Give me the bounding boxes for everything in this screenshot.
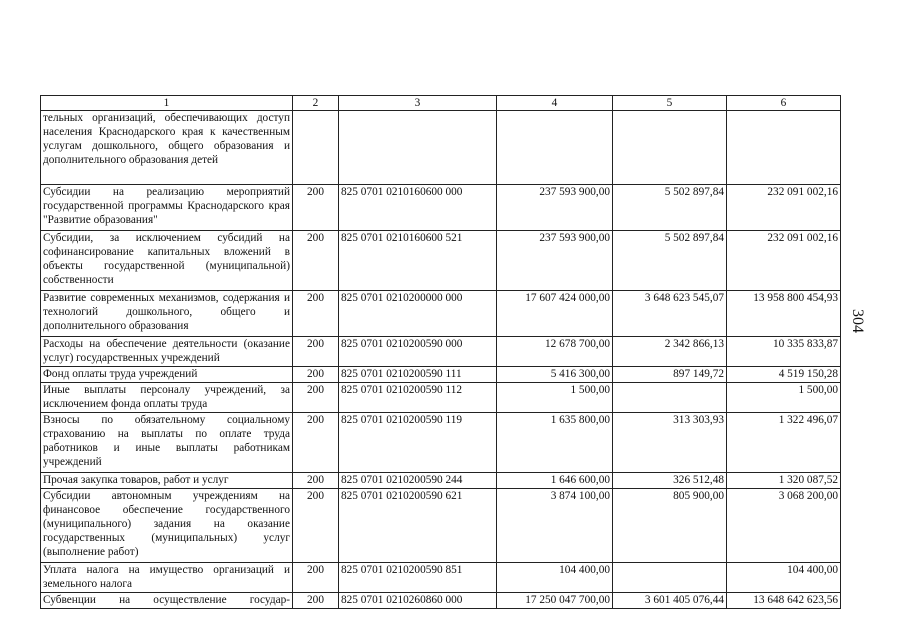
- budget-table: [40, 95, 841, 609]
- row-budget-classification: [339, 111, 497, 185]
- row-budget-classification: 825 0701 0210200590 000: [339, 337, 497, 367]
- row-planned-amount: 1 646 600,00: [497, 473, 613, 489]
- row-remaining-amount: 10 335 833,87: [727, 337, 841, 367]
- column-header-4: 4: [497, 96, 613, 111]
- row-name: Прочая закупка товаров, работ и услуг: [41, 473, 293, 489]
- row-name: Развитие современных механизмов, содержания и технологий дошкольного, общего и дополнительного образования: [41, 291, 293, 337]
- row-budget-classification: 825 0701 0210200000 000: [339, 291, 497, 337]
- row-executed-amount: [613, 563, 727, 593]
- row-executed-amount: 326 512,48: [613, 473, 727, 489]
- table-row: [41, 593, 841, 609]
- row-name: тельных организаций, обеспечивающих доступ населения Краснодарского края к качественным услугам дошкольного, общего образования и дополнительного образования детей: [41, 111, 293, 185]
- column-header-1: 1: [41, 96, 293, 111]
- row-budget-classification: 825 0701 0210200590 851: [339, 563, 497, 593]
- table-row: [41, 383, 841, 413]
- column-header-2: 2: [293, 96, 339, 111]
- row-executed-amount: 805 900,00: [613, 489, 727, 563]
- row-planned-amount: 1 635 800,00: [497, 413, 613, 473]
- row-executed-amount: 897 149,72: [613, 367, 727, 383]
- table-row: [41, 291, 841, 337]
- row-executed-amount: [613, 383, 727, 413]
- row-name: Субсидии автономным учреждениям на финансовое обеспечение государственного (муниципального) задания на оказание государственных (муниципальных) услуг (выполнение работ): [41, 489, 293, 563]
- row-planned-amount: 5 416 300,00: [497, 367, 613, 383]
- row-code: 200: [293, 185, 339, 231]
- row-planned-amount: 237 593 900,00: [497, 185, 613, 231]
- table-row: [41, 413, 841, 473]
- row-planned-amount: 17 607 424 000,00: [497, 291, 613, 337]
- row-budget-classification: 825 0701 0210200590 111: [339, 367, 497, 383]
- row-name: Уплата налога на имущество организаций и земельного налога: [41, 563, 293, 593]
- row-name: Субсидии на реализацию мероприятий государственной программы Краснодарского края "Развитие образования": [41, 185, 293, 231]
- table-row: [41, 231, 841, 291]
- row-code: [293, 111, 339, 185]
- row-name: Взносы по обязательному социальному страхованию на выплаты по оплате труда работников и иные выплаты работникам учреждений: [41, 413, 293, 473]
- row-budget-classification: 825 0701 0210160600 000: [339, 185, 497, 231]
- table-row: [41, 185, 841, 231]
- row-remaining-amount: 1 500,00: [727, 383, 841, 413]
- row-remaining-amount: 13 648 642 623,56: [727, 593, 841, 609]
- row-name: Иные выплаты персоналу учреждений, за исключением фонда оплаты труда: [41, 383, 293, 413]
- column-header-3: 3: [339, 96, 497, 111]
- row-code: 200: [293, 563, 339, 593]
- row-executed-amount: 5 502 897,84: [613, 185, 727, 231]
- row-remaining-amount: 1 322 496,07: [727, 413, 841, 473]
- row-planned-amount: 1 500,00: [497, 383, 613, 413]
- row-planned-amount: 12 678 700,00: [497, 337, 613, 367]
- row-code: 200: [293, 231, 339, 291]
- row-name: Субвенции на осуществление государ-: [41, 593, 293, 609]
- row-code: 200: [293, 473, 339, 489]
- row-remaining-amount: 13 958 800 454,93: [727, 291, 841, 337]
- table-row: [41, 111, 841, 185]
- row-code: 200: [293, 413, 339, 473]
- row-budget-classification: 825 0701 0210200590 112: [339, 383, 497, 413]
- row-executed-amount: 5 502 897,84: [613, 231, 727, 291]
- row-planned-amount: 104 400,00: [497, 563, 613, 593]
- row-name: Расходы на обеспечение деятельности (оказание услуг) государственных учреждений: [41, 337, 293, 367]
- row-executed-amount: 3 648 623 545,07: [613, 291, 727, 337]
- column-header-6: 6: [727, 96, 841, 111]
- row-remaining-amount: [727, 111, 841, 185]
- row-planned-amount: 17 250 047 700,00: [497, 593, 613, 609]
- table-row: [41, 367, 841, 383]
- row-remaining-amount: 3 068 200,00: [727, 489, 841, 563]
- row-planned-amount: 237 593 900,00: [497, 231, 613, 291]
- column-header-5: 5: [613, 96, 727, 111]
- row-code: 200: [293, 291, 339, 337]
- row-executed-amount: 313 303,93: [613, 413, 727, 473]
- page-number: 304: [849, 309, 866, 333]
- row-remaining-amount: 232 091 002,16: [727, 185, 841, 231]
- row-executed-amount: [613, 111, 727, 185]
- row-code: 200: [293, 489, 339, 563]
- row-name: Субсидии, за исключением субсидий на софинансирование капитальных вложений в объекты государственной (муниципальной) собственности: [41, 231, 293, 291]
- row-remaining-amount: 4 519 150,28: [727, 367, 841, 383]
- row-budget-classification: 825 0701 0210160600 521: [339, 231, 497, 291]
- row-budget-classification: 825 0701 0210260860 000: [339, 593, 497, 609]
- row-name: Фонд оплаты труда учреждений: [41, 367, 293, 383]
- table-row: [41, 489, 841, 563]
- row-code: 200: [293, 383, 339, 413]
- row-code: 200: [293, 593, 339, 609]
- table-row: [41, 337, 841, 367]
- row-code: 200: [293, 367, 339, 383]
- row-planned-amount: 3 874 100,00: [497, 489, 613, 563]
- table-row: [41, 473, 841, 489]
- row-budget-classification: 825 0701 0210200590 621: [339, 489, 497, 563]
- row-remaining-amount: 104 400,00: [727, 563, 841, 593]
- row-remaining-amount: 232 091 002,16: [727, 231, 841, 291]
- row-code: 200: [293, 337, 339, 367]
- row-executed-amount: 3 601 405 076,44: [613, 593, 727, 609]
- header-row: [41, 96, 841, 111]
- row-budget-classification: 825 0701 0210200590 119: [339, 413, 497, 473]
- row-executed-amount: 2 342 866,13: [613, 337, 727, 367]
- row-planned-amount: [497, 111, 613, 185]
- row-remaining-amount: 1 320 087,52: [727, 473, 841, 489]
- table-row: [41, 563, 841, 593]
- row-budget-classification: 825 0701 0210200590 244: [339, 473, 497, 489]
